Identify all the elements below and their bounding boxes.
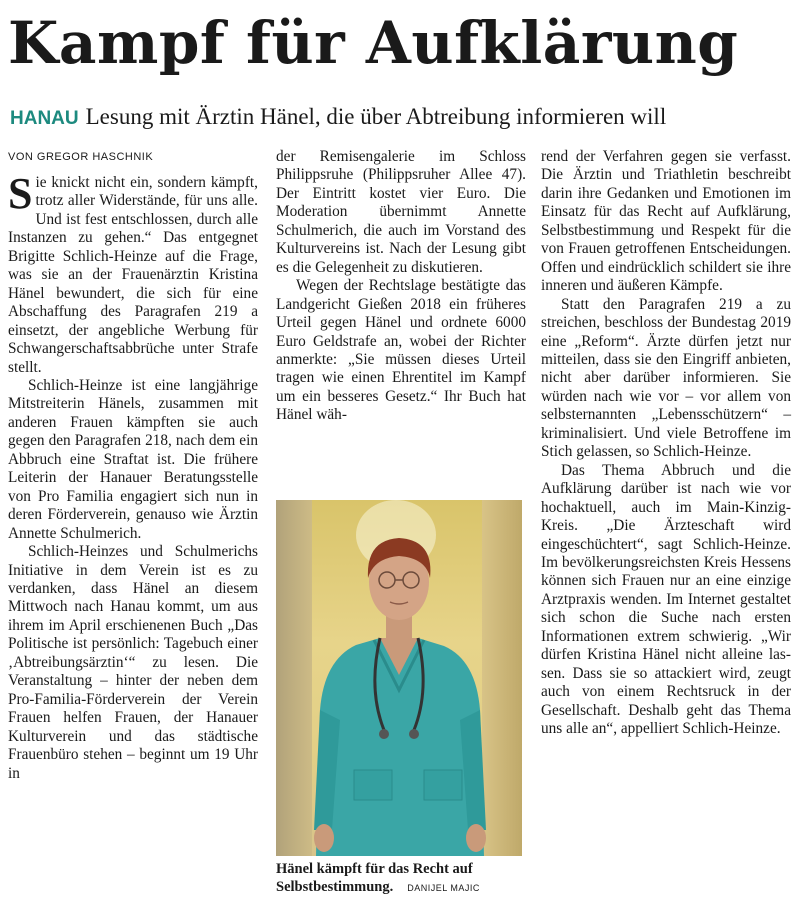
paragraph: Schlich-Heinzes und Schulmerichs Initiative in dem Verein ist es zu verdanken, dass Hänel an diesem Mittwoch nach Hanau kommt, um aus ihrem im April erschienenen Buch „Das Politische ist persönlich: Tagebuch einer ‚Abtreibungsärztin‘“ zu lesen. Die Veranstaltung – hinter der neben dem Pro-Familia-Förderverein der Verein Frauen helfen Frauen, der Hanauer Kulturverein und das städtische Frauenbüro stehen – beginnt um 19 Uhr in	[8, 543, 258, 782]
photo-caption	[276, 860, 526, 897]
paragraph-text: ie knickt nicht ein, sondern kämpft, trotz aller Widerstände, für uns alle. Und ist fest entschlossen, durch alle Instanzen zu gehen.“ Das entgegnet Brigitte Schlich-Heinze auf die Frage, was sie an der Frauenärztin Kristina Hänel bewundert, die sich für eine Abschaffung des Paragrafen 219 a einsetzt, der angebliche Werbung für Schwangerschaftsabbrüche unter Strafe stellt.	[8, 174, 258, 376]
photo-doctor	[276, 500, 522, 856]
paragraph: Das Thema Abbruch und die Aufklärung darüber ist nach wie vor hochaktuell, auch im Main-Kinzig-Kreis. „Die Ärzteschaft wird eingeschüchtert“, sagt Schlich-Heinze. Im bevölkerungsreichsten Kreis Hessens können sich Frauen nur an eine einzige Arztpraxis wenden. Im Internet gestaltet sich schon die Suche nach ersten Informationen extrem schwierig. „Wir dürfen Kristina Hänel nicht alleine lassen. Dass sie so attackiert wird, zeugt auch von einem Rechtsruck in der Gesellschaft. Deshalb geht das Thema uns alle an“, appelliert Schlich-Heinze.	[541, 461, 791, 738]
article-column-3	[541, 148, 791, 739]
drop-cap: S	[8, 169, 33, 218]
paragraph: Statt den Paragrafen 219 a zu streichen, beschloss der Bundestag 2019 eine „Reform“. Ärzte dürfen jetzt nur mitteilen, dass sie den Eingriff anbieten, nicht aber darüber informieren. Sie würden nach wie vor – vor allem von selbsternannten „Lebensschützern“ – kriminalisiert. Und viele Betroffene im Stich gelassen, so Schlich-Heinze.	[541, 295, 791, 461]
kicker: HANAU	[10, 108, 79, 129]
subheadline	[10, 102, 666, 134]
caption-text: Hänel kämpft für das Recht auf Selbstbestimmung.	[276, 861, 473, 895]
photo-credit: DANIJEL MAJIC	[407, 883, 480, 893]
paragraph: der Remisengalerie im Schloss Philippsruhe (Philippsruher Allee 47). Der Eintritt kostet vier Euro. Die Moderation übernimmt Annette Schulmerich, die auch im Vorstand des Kulturvereins ist. Nach der Lesung gibt es die Gelegenheit zu diskutieren.	[276, 148, 526, 276]
photo-illustration	[276, 500, 522, 856]
paragraph: Wegen der Rechtslage bestätigte das Landgericht Gießen 2018 ein früheres Urteil gegen Hänel und ordnete 6000 Euro Geldstrafe an, wobei der Richter anmerkte: „Sie müssen dieses Urteil tragen wie einen Ehrentitel im Kampf um ein besseres Gesetz.“ Ihr Buch hat Hänel wäh-	[276, 277, 526, 424]
byline: VON GREGOR HASCHNIK	[8, 151, 154, 163]
paragraph: rend der Verfahren gegen sie verfasst. Die Ärztin und Triathletin beschreibt darin ihre Gedanken und Emotionen im Einsatz für das Recht auf Aufklärung, Selbstbestimmung und Respekt für die von Frauen getroffenen Entscheidungen. Offen und eindrücklich schildert sie ihre inneren und äußeren Kämpfe.	[541, 148, 791, 295]
headline: Kampf für Aufklärung	[8, 9, 739, 77]
paragraph: Schlich-Heinze ist eine langjährige Mitstreiterin Hänels, zusammen mit anderen Frauen kämpften sie auch gegen den Paragrafen 218, nach dem ein Abbruch eine Straftat ist. Die frühere Leiterin der Hanauer Beratungsstelle von Pro Familia engagiert sich nun in deren Förderverein, genauso wie Ärztin Annette Schulmerich.	[8, 376, 258, 542]
article-column-1	[8, 148, 258, 783]
article-column-2	[276, 148, 526, 425]
subheadline-text: Lesung mit Ärztin Hänel, die über Abtreibung informieren will	[85, 104, 667, 129]
paragraph	[8, 169, 258, 377]
